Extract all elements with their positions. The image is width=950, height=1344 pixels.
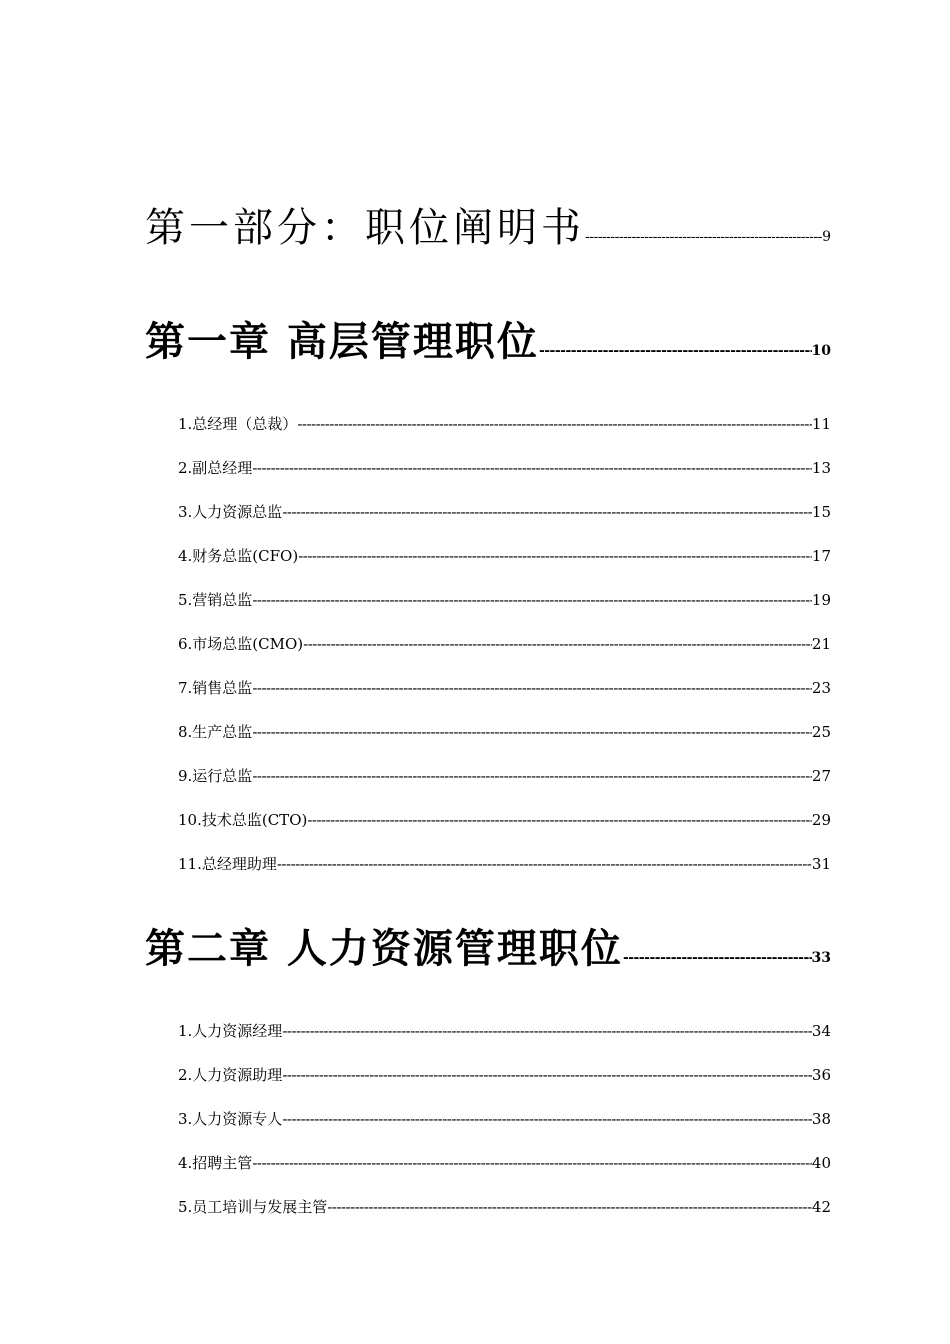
page-number: 33 — [811, 950, 831, 966]
entry-label: 3.人力资源专人 — [178, 1110, 283, 1128]
entry-label: 4.招聘主管 — [178, 1154, 253, 1172]
page-number: 9 — [822, 229, 831, 245]
dot-leader — [252, 1154, 812, 1172]
page-number: 42 — [811, 1198, 831, 1216]
entry-label: 11.总经理助理 — [178, 855, 277, 873]
page-number: 11 — [811, 415, 831, 433]
part-title: 第一部分：职位阐明书 — [145, 205, 585, 251]
toc-entry[interactable] — [0, 1108, 950, 1129]
toc-entry[interactable] — [0, 1152, 950, 1173]
toc-entry[interactable] — [0, 1020, 950, 1041]
toc-entry[interactable] — [0, 853, 950, 874]
page-number: 31 — [811, 855, 831, 873]
page-number: 17 — [811, 547, 831, 565]
page-number: 13 — [811, 459, 831, 477]
dot-leader — [277, 855, 812, 873]
toc-entry[interactable] — [0, 589, 950, 610]
entry-label: 2.副总经理 — [178, 459, 253, 477]
page-number: 10 — [811, 343, 831, 359]
dot-leader — [307, 811, 812, 829]
chapter-title: 第二章 人力资源管理职位 — [145, 925, 623, 972]
entry-label: 5.营销总监 — [178, 591, 253, 609]
dot-leader — [252, 723, 812, 741]
dot-leader — [252, 679, 812, 697]
page-number: 19 — [811, 591, 831, 609]
entry-label: 4.财务总监(CFO) — [178, 547, 299, 565]
dot-leader — [623, 950, 812, 966]
dot-leader — [327, 1198, 812, 1216]
part-heading[interactable] — [0, 196, 950, 253]
toc-entry[interactable] — [0, 677, 950, 698]
page-number: 25 — [811, 723, 831, 741]
entry-label: 6.市场总监(CMO) — [178, 635, 304, 653]
toc-entry[interactable] — [0, 721, 950, 742]
entry-label: 1.总经理（总裁） — [178, 415, 298, 433]
dot-leader — [585, 229, 822, 245]
page-number: 23 — [811, 679, 831, 697]
entry-label: 10.技术总监(CTO) — [178, 811, 308, 829]
dot-leader — [303, 635, 812, 653]
chapter-heading-2[interactable] — [0, 917, 950, 974]
dot-leader — [282, 1022, 812, 1040]
toc-entry[interactable] — [0, 1064, 950, 1085]
toc-entry[interactable] — [0, 501, 950, 522]
dot-leader — [252, 767, 812, 785]
entry-label: 9.运行总监 — [178, 767, 253, 785]
toc-entry[interactable] — [0, 765, 950, 786]
dot-leader — [252, 591, 812, 609]
dot-leader — [539, 343, 812, 359]
dot-leader — [282, 503, 812, 521]
toc-entry[interactable] — [0, 545, 950, 566]
toc-entry[interactable] — [0, 809, 950, 830]
page-number: 38 — [811, 1110, 831, 1128]
dot-leader — [282, 1110, 812, 1128]
entry-label: 3.人力资源总监 — [178, 503, 283, 521]
page-number: 34 — [811, 1022, 831, 1040]
toc-entry[interactable] — [0, 457, 950, 478]
toc-entry[interactable] — [0, 1196, 950, 1217]
entry-label: 5.员工培训与发展主管 — [178, 1198, 328, 1216]
dot-leader — [282, 1066, 812, 1084]
page-number: 40 — [811, 1154, 831, 1172]
dot-leader — [298, 547, 812, 565]
page-number: 36 — [811, 1066, 831, 1084]
entry-label: 2.人力资源助理 — [178, 1066, 283, 1084]
entry-label: 8.生产总监 — [178, 723, 253, 741]
entry-label: 7.销售总监 — [178, 679, 253, 697]
page-number: 15 — [811, 503, 831, 521]
dot-leader — [252, 459, 812, 477]
page-number: 27 — [811, 767, 831, 785]
chapter-heading-1[interactable] — [0, 310, 950, 367]
page-number: 21 — [811, 635, 831, 653]
toc-entry[interactable] — [0, 413, 950, 434]
entry-label: 1.人力资源经理 — [178, 1022, 283, 1040]
chapter-title: 第一章 高层管理职位 — [145, 318, 539, 365]
page-number: 29 — [811, 811, 831, 829]
dot-leader — [297, 415, 812, 433]
toc-entry[interactable] — [0, 633, 950, 654]
